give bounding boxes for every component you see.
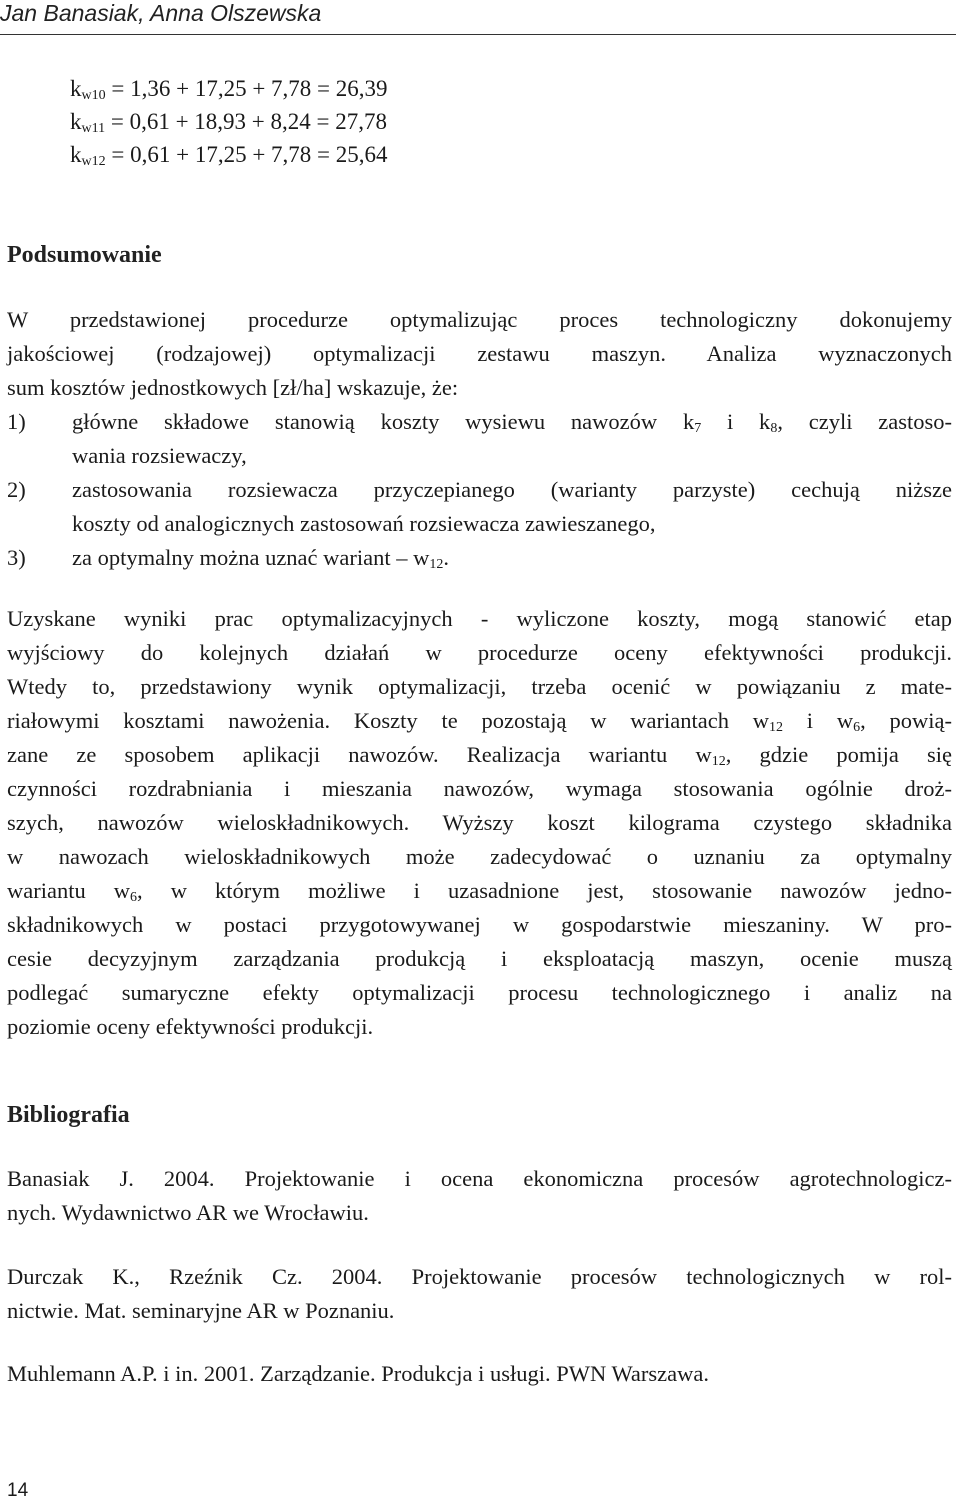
text-line: cesie decyzyjnym zarządzania produkcją i eksploatacją maszyn, ocenie muszą [7, 946, 952, 971]
equation-kw10: $k_{w10} = 1,36 + 17,25 + 7,78 = 26,39$ [70, 76, 388, 103]
text-line: sum kosztów jednostkowych [zł/ha] wskazuje, że: [7, 375, 459, 400]
text-line: riałowymi kosztami nawożenia. Koszty te pozostają w wariantach $w_{12}$ i $w_6$, powią- [7, 708, 953, 735]
bibliography-entry [7, 1162, 952, 1230]
text-line: Uzyskane wyniki prac optymalizacyjnych - wyliczone koszty, mogą stanowić etap [7, 606, 952, 631]
text-line: W przedstawionej procedurze optymalizując proces technologiczny dokonujemy [7, 307, 952, 332]
running-header: Jan Banasiak, Anna Olszewska [0, 0, 322, 26]
list-number: 1) [7, 409, 26, 434]
text-line: zane ze sposobem aplikacji nawozów. Realizacja wariantu $w_{12}$, gdzie pomija się [7, 742, 952, 769]
equation-kw12: $k_{w12} = 0,61 + 17,25 + 7,78 = 25,64$ [70, 142, 388, 169]
text-line: wyjściowy do kolejnych działań w procedurze oceny efektywności produkcji. [7, 640, 952, 665]
text-line: poziomie oceny efektywności produkcji. [7, 1014, 374, 1039]
list-item-2: 2) zastosowania rozsiewacza przyczepianego (warianty parzyste) cechują niższe [7, 473, 952, 507]
page-number: 14 [7, 1480, 29, 1501]
summary-heading: Podsumowanie [7, 242, 162, 268]
bibliography-entry [7, 1357, 952, 1391]
text-line: nictwie. Mat. seminaryjne AR w Poznaniu. [7, 1298, 395, 1323]
text-line: czynności rozdrabniania i mieszania nawozów, wymaga stosowania ogólnie droż- [7, 776, 952, 801]
equation-kw11: $k_{w11} = 0,61 + 18,93 + 8,24 = 27,78$ [70, 109, 387, 136]
text-line: Durczak K., Rzeźnik Cz. 2004. Projektowanie procesów technologicznych w rol- [7, 1264, 952, 1289]
text-line: nych. Wydawnictwo AR we Wrocławiu. [7, 1200, 369, 1225]
list-item-1: 1) główne składowe stanowią koszty wysiewu nawozów $k_7$ i $k_8$, czyli zastoso- [7, 405, 952, 439]
list-number: 3) [7, 545, 26, 570]
list-item-3: 3) za optymalny można uznać wariant – $w_{12}$. [7, 541, 952, 575]
text-line: wariantu $w_6$, w którym możliwe i uzasadnione jest, stosowanie nawozów jedno- [7, 878, 953, 905]
list-number: 2) [7, 477, 26, 502]
text-line: Muhlemann A.P. i in. 2001. Zarządzanie. Produkcja i usługi. PWN Warszawa. [7, 1361, 710, 1386]
summary-paragraph [7, 602, 952, 1044]
text-line: podlegać sumaryczne efekty optymalizacji procesu technologicznego i analiz na [7, 980, 952, 1005]
summary-intro [7, 303, 952, 575]
equations-block [70, 72, 388, 171]
text-line: składnikowych w postaci przygotowywanej w gospodarstwie mieszaniny. W pro- [7, 912, 952, 937]
bibliography-heading: Bibliografia [7, 1102, 130, 1128]
text-line: szych, nawozów wieloskładnikowych. Wyższy koszt kilograma czystego składnika [7, 810, 952, 835]
text-line: w nawozach wieloskładnikowych może zadecydować o uznaniu za optymalny [7, 844, 952, 869]
text-line: Banasiak J. 2004. Projektowanie i ocena ekonomiczna procesów agrotechnologicz- [7, 1166, 952, 1191]
bibliography-entry [7, 1260, 952, 1328]
text-line: Wtedy to, przedstawiony wynik optymalizacji, trzeba ocenić w powiązaniu z mate- [7, 674, 952, 699]
list-item-2-continuation: koszty od analogicznych zastosowań rozsiewacza zawieszanego, [72, 511, 656, 536]
header-rule [0, 34, 956, 35]
text-line: jakościowej (rodzajowej) optymalizacji zestawu maszyn. Analiza wyznaczonych [7, 341, 952, 366]
list-item-1-continuation: wania rozsiewaczy, [72, 443, 247, 468]
